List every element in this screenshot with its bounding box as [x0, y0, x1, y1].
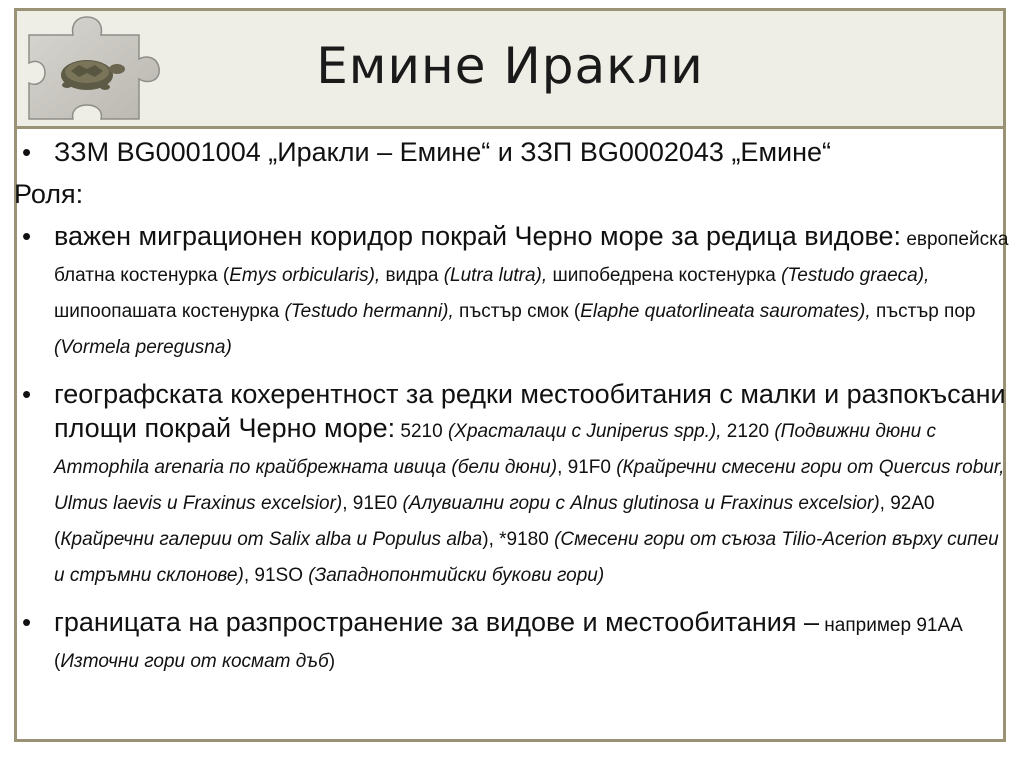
distribution-limit-text: границата на разпространение за видове и местообитания –	[54, 607, 820, 637]
example-text: например 91AA (Източни гори от космат дъб)	[54, 615, 962, 672]
list-item	[10, 377, 1010, 591]
bullet-marker: •	[22, 607, 32, 637]
list-item	[10, 605, 1010, 677]
list-item	[10, 135, 1010, 169]
slide-header	[17, 11, 1003, 129]
migration-corridor-text: важен миграционен коридор покрай Черно море за редица видове:	[54, 221, 902, 251]
coherence-text: географската кохерентност за редки местообитания с малки и разпокъсани площи покрай Черно море:	[54, 379, 1006, 443]
species-text: европейска блатна костенурка (Emys orbicularis), видра (Lutra lutra), шипобедрена костенурка (Testudo graeca), шипоопашата костенурка (Testudo hermanni), пъстър смок (Elaphe quatorlineata sauromates), пъстър пор (Vormela peregusna)	[54, 229, 1009, 358]
bullet-marker: •	[22, 221, 32, 251]
list-item	[10, 219, 1010, 363]
bullet-marker: •	[22, 379, 32, 409]
protected-zones-text: ЗЗМ BG0001004 „Иракли – Емине“ и ЗЗП BG0002043 „Емине“	[54, 137, 832, 167]
habitats-text: 5210 (Храсталаци с Juniperus spp.), 2120 (Подвижни дюни с Ammophila arenaria по крайбрежната ивица (бели дюни), 91F0 (Крайречни смесени гори от Quercus robur, Ulmus laevis и Fraxinus excelsior), 91E0 (Алувиални гори с Alnus glutinosa и Fraxinus excelsior), 92A0 (Крайречни галерии от Salix alba и Populus alba), *9180 (Смесени гори от съюза Tilio-Acerion върху сипеи и стръмни склонове), 91SO (Западнопонтийски букови гори)	[54, 421, 1005, 586]
slide-title: Емине Иракли	[316, 37, 704, 95]
role-label	[10, 177, 1010, 211]
bullet-marker: •	[22, 137, 32, 167]
role-label-text: Роля:	[14, 179, 84, 209]
slide-body	[10, 128, 1010, 677]
